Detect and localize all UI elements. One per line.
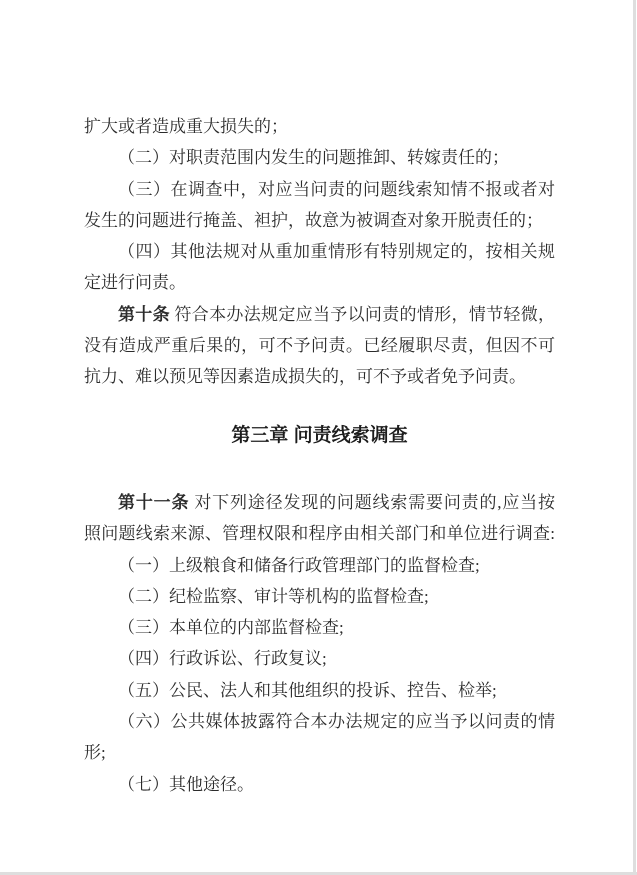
text-line: （四）行政诉讼、行政复议; <box>118 649 327 669</box>
text-line: 照问题线索来源、管理权限和程序由相关部门和单位进行调查: <box>84 524 555 544</box>
text-line: 扩大或者造成重大损失的； <box>84 117 288 136</box>
text-line-content: 符合本办法规定应当予以问责的情形，情节轻微， <box>169 304 556 324</box>
text-line: 形; <box>84 743 106 763</box>
chapter-heading: 第三章 问责线索调查 <box>231 424 408 446</box>
text-line: （六）公共媒体披露符合本办法规定的应当予以问责的情 <box>118 712 555 732</box>
text-line: （四）其他法规对从重加重情形有特别规定的，按相关规 <box>118 242 555 262</box>
article-number-lead: 第十条 <box>118 304 170 324</box>
text-line-content: 对下列途径发现的问题线索需要问责的,应当按 <box>189 492 556 512</box>
text-line: 没有造成严重后果的，可不予问责。已经履职尽责，但因不可 <box>84 336 555 356</box>
text-line: （七）其他途径。 <box>118 774 254 794</box>
text-line: （二）纪检监察、审计等机构的监督检查; <box>118 586 429 606</box>
text-line: （三）本单位的内部监督检查; <box>118 618 344 638</box>
text-line <box>84 487 555 518</box>
article-number-lead: 第十一条 <box>118 492 190 512</box>
document-body <box>84 111 555 800</box>
text-line: 发生的问题进行掩盖、袒护，故意为被调查对象开脱责任的； <box>84 210 543 230</box>
text-line: 抗力、难以预见等因素造成损失的，可不予或者免予问责。 <box>84 367 526 387</box>
text-line <box>84 299 555 330</box>
text-line: （一）上级粮食和储备行政管理部门的监督检查; <box>118 555 480 575</box>
text-line: （五）公民、法人和其他组织的投诉、控告、检举; <box>118 680 497 700</box>
text-line: （三）在调查中，对应当问责的问题线索知情不报或者对 <box>118 179 555 199</box>
text-line: 定进行问责。 <box>84 273 186 293</box>
page-right-edge <box>633 0 636 875</box>
text-line: （二）对职责范围内发生的问题推卸、转嫁责任的； <box>118 148 509 168</box>
